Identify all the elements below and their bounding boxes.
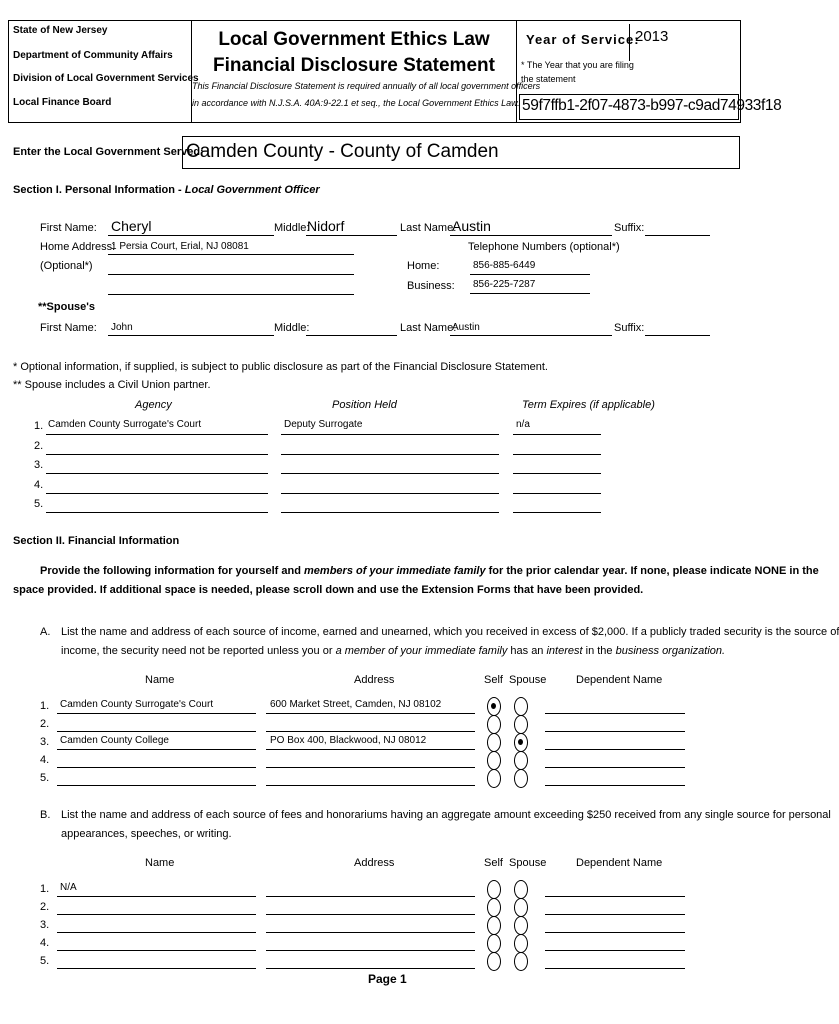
source-name-line [57, 713, 256, 714]
intro-part-b: members of your immediate family [304, 565, 486, 577]
term-line [513, 512, 601, 513]
home-address-line2[interactable] [108, 274, 354, 275]
row-number: 4. [40, 754, 50, 766]
section1-heading-ital: Local Government Officer [184, 184, 320, 196]
row-number: 2. [40, 718, 50, 730]
position-line [281, 434, 499, 435]
row-number: 5. [40, 955, 50, 967]
agency-line [46, 454, 268, 455]
term-header: Term Expires (if applicable) [522, 399, 655, 411]
last-name-field[interactable]: Austin [452, 218, 491, 234]
department-label: Department of Community Affairs [13, 50, 173, 61]
partA-name-header: Name [145, 674, 175, 686]
spouse-radio[interactable] [514, 952, 528, 971]
dependent-name-line[interactable] [545, 950, 685, 951]
partA-t2f: business organization. [615, 645, 726, 657]
spouse-suffix-line[interactable] [645, 335, 710, 336]
row-number: 4. [40, 937, 50, 949]
spouse-radio[interactable] [514, 769, 528, 788]
spouse-last-label: Last Name: [400, 322, 457, 334]
partA-t2c: has an [507, 645, 547, 657]
term-line [513, 493, 601, 494]
last-name-line [450, 235, 612, 236]
home-address-line1 [108, 254, 354, 255]
spouse-last-field[interactable]: Austin [452, 322, 480, 333]
partB-name-header: Name [145, 857, 175, 869]
agency-line [46, 493, 268, 494]
source-name-line [57, 731, 256, 732]
year-note-line1: * The Year that you are filing [521, 60, 634, 70]
dependent-name-line[interactable] [545, 896, 685, 897]
source-name-line [57, 932, 256, 933]
middle-line [306, 235, 397, 236]
self-radio[interactable] [487, 715, 501, 734]
dependent-name-line[interactable] [545, 932, 685, 933]
source-name-line [57, 785, 256, 786]
dependent-name-line[interactable] [545, 968, 685, 969]
position-header: Position Held [332, 399, 397, 411]
partB-letter: B. [40, 809, 51, 821]
partA-dependent-header: Dependent Name [576, 674, 663, 686]
partA-t2d: interest [546, 645, 583, 657]
source-name-line [57, 968, 256, 969]
row-number: 1. [40, 883, 50, 895]
self-radio[interactable] [487, 769, 501, 788]
row-number: 5. [40, 772, 50, 784]
middle-label: Middle: [274, 222, 310, 234]
source-address-line [266, 713, 475, 714]
dependent-name-line[interactable] [545, 785, 685, 786]
spouse-label [38, 301, 95, 313]
year-field[interactable]: 2013 [635, 28, 669, 45]
suffix-line[interactable] [645, 235, 710, 236]
position-line [281, 473, 499, 474]
source-address-line [266, 767, 475, 768]
self-radio[interactable] [487, 916, 501, 935]
last-name-label: Last Name: [400, 222, 457, 234]
source-name-field[interactable]: Camden County College [60, 735, 169, 746]
term-line [513, 454, 601, 455]
first-name-label: First Name: [40, 222, 97, 234]
term-line [513, 473, 601, 474]
partB-dependent-header: Dependent Name [576, 857, 663, 869]
source-name-line [57, 950, 256, 951]
spouse-suffix-label: Suffix: [614, 322, 645, 334]
position-line [281, 493, 499, 494]
year-field-box [629, 24, 630, 61]
position-line [281, 512, 499, 513]
source-address-line [266, 785, 475, 786]
spouse-first-label: First Name: [40, 322, 97, 334]
home-phone-line [470, 274, 590, 275]
source-address-line [266, 968, 475, 969]
intro-part-c: for the prior calendar year. If none, please indicate NONE in the [485, 565, 819, 577]
section2-intro-line1 [40, 565, 819, 577]
partA-self-header: Self [484, 674, 503, 686]
source-address-line [266, 896, 475, 897]
term-field[interactable]: n/a [516, 419, 530, 430]
partA-t2b: a member of your immediate family [335, 645, 508, 657]
middle-field[interactable]: Nidorf [307, 218, 345, 234]
dependent-name-line[interactable] [545, 713, 685, 714]
self-radio[interactable] [487, 751, 501, 770]
dependent-name-line[interactable] [545, 749, 685, 750]
source-address-line [266, 932, 475, 933]
spouse-first-line [108, 335, 274, 336]
spouse-first-field[interactable]: John [111, 322, 133, 333]
spouse-note: ** Spouse includes a Civil Union partner. [13, 379, 211, 391]
position-line [281, 454, 499, 455]
partA-text-line2 [61, 645, 725, 657]
optional-note: * Optional information, if supplied, is subject to public disclosure as part of the Financial Disclosure Statement. [13, 361, 548, 373]
source-name-line [57, 749, 256, 750]
agency-field[interactable]: Camden County Surrogate's Court [48, 419, 202, 430]
row-number: 3. [40, 919, 50, 931]
source-name-field[interactable]: Camden County Surrogate's Court [60, 699, 214, 710]
spouse-last-line [450, 335, 612, 336]
self-radio[interactable] [487, 934, 501, 953]
source-address-line [266, 914, 475, 915]
partB-address-header: Address [354, 857, 395, 869]
home-address-line3[interactable] [108, 294, 354, 295]
spouse-radio[interactable] [514, 934, 528, 953]
partA-t2a: income, the security need not be reported unless you or [61, 645, 336, 657]
first-name-line [108, 235, 274, 236]
title-line2: Financial Disclosure Statement [213, 55, 495, 76]
first-name-field[interactable]: Cheryl [111, 218, 152, 234]
dependent-name-line[interactable] [545, 731, 685, 732]
section2-intro-line2: space provided. If additional space is needed, please scroll down and use the Extension Forms that have been provided. [13, 584, 644, 596]
self-radio[interactable] [487, 898, 501, 917]
intro-part-a: Provide the following information for yourself and [40, 565, 305, 577]
agency-header: Agency [135, 399, 172, 411]
partB-self-header: Self [484, 857, 503, 869]
spouse-label-text: **Spouse's [38, 301, 96, 313]
state-label: State of New Jersey [13, 25, 108, 36]
row-number: 2. [40, 901, 50, 913]
spouse-radio[interactable] [514, 751, 528, 770]
home-phone-field[interactable]: 856-885-6449 [473, 260, 536, 271]
subtitle-line2: in accordance with N.J.S.A. 40A:9-22.1 et seq., the Local Government Ethics Law. [192, 98, 520, 108]
spouse-middle-line[interactable] [306, 335, 397, 336]
self-radio[interactable] [487, 733, 501, 752]
board-label: Local Finance Board [13, 97, 112, 108]
page-number: Page 1 [368, 972, 407, 986]
source-name-line [57, 896, 256, 897]
business-phone-line [470, 293, 590, 294]
agency-line [46, 434, 268, 435]
partA-t2e: in the [582, 645, 616, 657]
dependent-name-line[interactable] [545, 767, 685, 768]
source-name-line [57, 767, 256, 768]
spouse-radio[interactable] [514, 898, 528, 917]
home-phone-label: Home: [407, 260, 440, 272]
optional-label: (Optional*) [40, 260, 93, 272]
partB-text-line2: appearances, speeches, or writing. [61, 828, 232, 840]
spouse-radio[interactable] [514, 916, 528, 935]
home-address-label: Home Address: [40, 241, 116, 253]
source-name-field[interactable]: N/A [60, 882, 77, 893]
row-number: 4. [34, 478, 44, 491]
partA-spouse-header: Spouse [509, 674, 547, 686]
partA-letter: A. [40, 626, 51, 638]
gov-served-input[interactable]: Camden County - County of Camden [186, 141, 499, 162]
partB-text-line1: List the name and address of each source of fees and honorariums having an aggregate amount exceeding $250 received from any single source for personal [61, 809, 831, 821]
partA-address-header: Address [354, 674, 395, 686]
phone-heading: Telephone Numbers (optional*) [468, 241, 620, 253]
source-address-line [266, 749, 475, 750]
source-name-line [57, 914, 256, 915]
row-number: 5. [34, 498, 44, 510]
partB-spouse-header: Spouse [509, 857, 547, 869]
spouse-radio[interactable] [514, 733, 528, 752]
subtitle-line1: This Financial Disclosure Statement is required annually of all local government officers [192, 81, 541, 91]
source-address-field[interactable]: PO Box 400, Blackwood, NJ 08012 [270, 735, 427, 746]
row-number: 3. [40, 736, 50, 748]
agency-line [46, 473, 268, 474]
spouse-middle-label: Middle: [274, 322, 310, 334]
spouse-radio[interactable] [514, 697, 528, 716]
dependent-name-line[interactable] [545, 914, 685, 915]
section1-heading [13, 184, 320, 196]
term-line [513, 434, 601, 435]
year-note-line2: the statement [521, 74, 576, 84]
row-number: 2. [34, 439, 44, 452]
row-number: 3. [34, 459, 44, 471]
business-phone-field[interactable]: 856-225-7287 [473, 279, 536, 290]
spouse-radio[interactable] [514, 880, 528, 899]
document-id: 59f7ffb1-2f07-4873-b997-c9ad74933f18 [522, 97, 782, 114]
position-field[interactable]: Deputy Surrogate [284, 419, 363, 430]
title-line1: Local Government Ethics Law [218, 29, 490, 50]
self-radio[interactable] [487, 697, 501, 716]
self-radio[interactable] [487, 952, 501, 971]
home-address-field[interactable]: 1 Persia Court, Erial, NJ 08081 [111, 241, 249, 252]
division-label: Division of Local Government Services [13, 73, 199, 84]
business-phone-label: Business: [407, 280, 455, 292]
self-radio[interactable] [487, 880, 501, 899]
agency-line [46, 512, 268, 513]
row-number: 1. [34, 420, 44, 432]
row-number: 1. [40, 700, 50, 712]
source-address-field[interactable]: 600 Market Street, Camden, NJ 08102 [270, 699, 442, 710]
partA-text-line1: List the name and address of each source of income, earned and unearned, which you received in excess of $2,000. If a publicly traded security is the source of [61, 626, 839, 638]
gov-served-label: Enter the Local Government Served: [13, 146, 204, 158]
source-address-line [266, 731, 475, 732]
section1-heading-text: Section I. Personal Information - [13, 184, 185, 196]
source-address-line [266, 950, 475, 951]
section2-heading: Section II. Financial Information [13, 535, 180, 547]
spouse-radio[interactable] [514, 715, 528, 734]
suffix-label: Suffix: [614, 222, 645, 234]
year-label: Year of Service: [526, 32, 640, 47]
